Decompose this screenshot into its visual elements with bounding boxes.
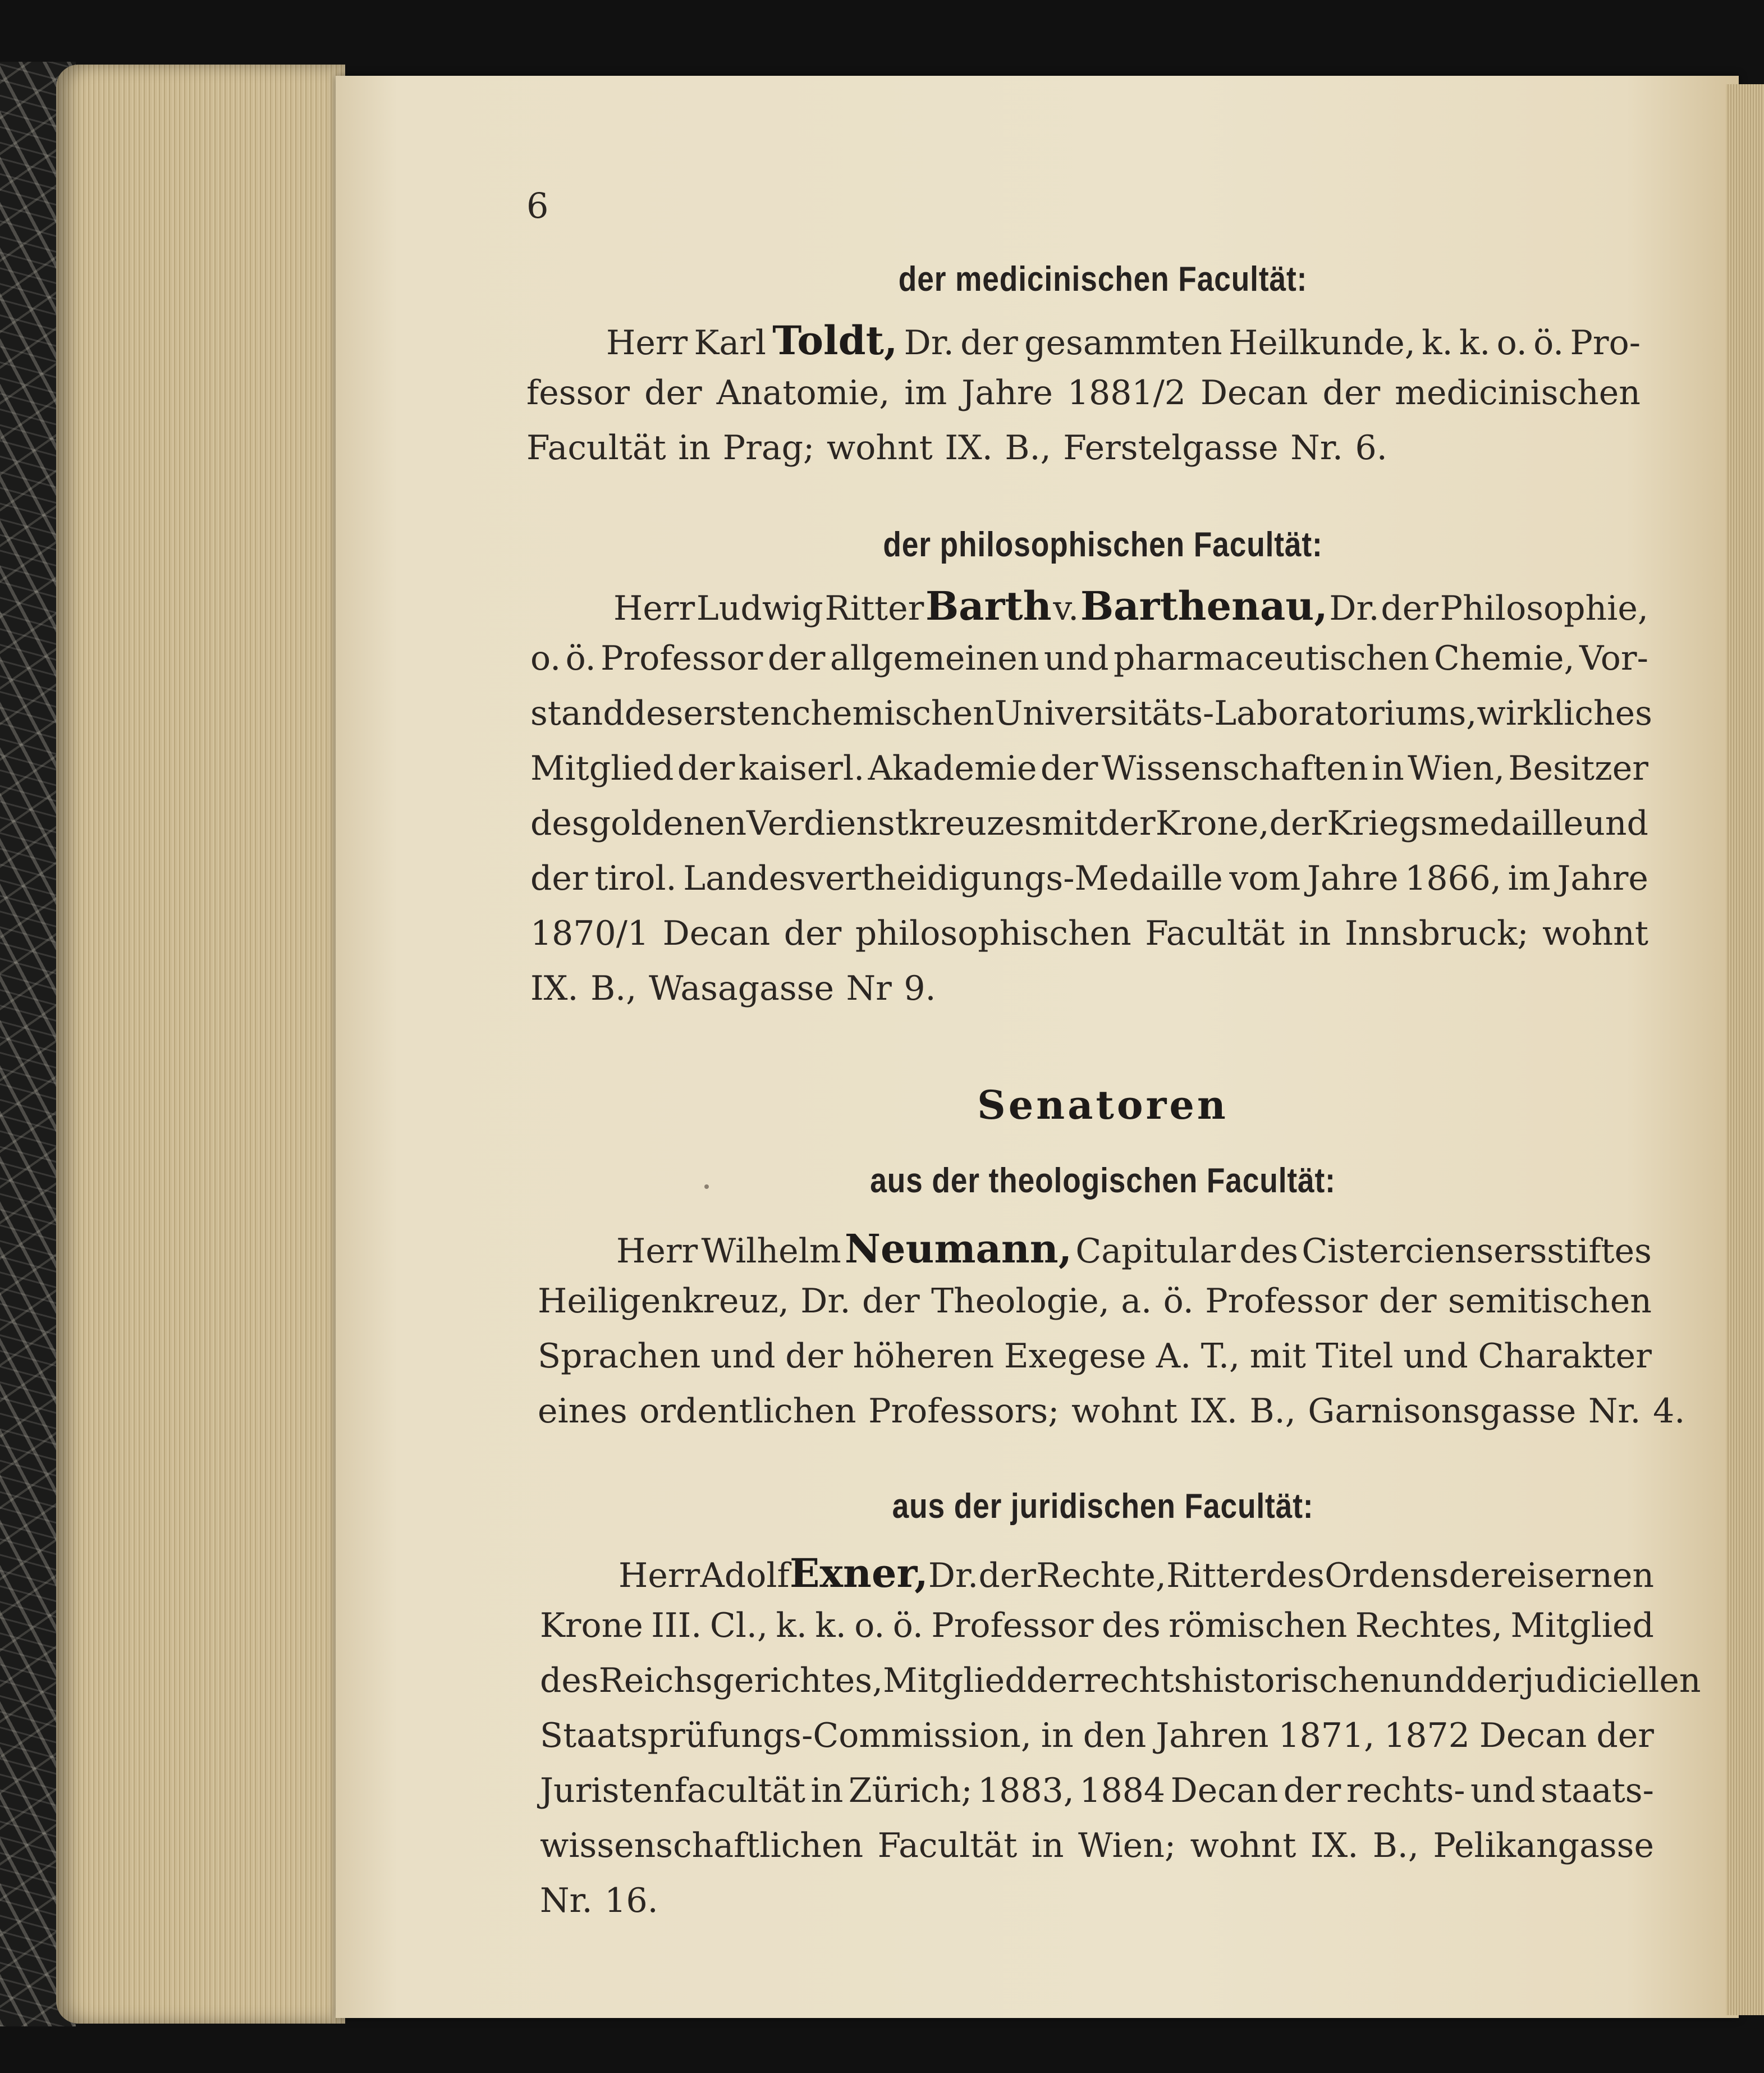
word: und bbox=[1401, 1661, 1467, 1700]
word: 1870/1 bbox=[530, 914, 649, 953]
word: Innsbruck; bbox=[1344, 914, 1529, 953]
word: wohnt bbox=[1190, 1826, 1296, 1865]
word: Herr bbox=[618, 1556, 700, 1595]
word: Verdienstkreuzes bbox=[746, 804, 1042, 843]
word: Decan bbox=[1200, 373, 1308, 413]
word: Decan bbox=[1479, 1716, 1587, 1755]
word: 1881/2 bbox=[1067, 373, 1186, 413]
word: der bbox=[644, 373, 702, 413]
text-line bbox=[540, 1826, 1654, 1865]
word: Wilhelm bbox=[701, 1232, 841, 1271]
word: allgemeinen bbox=[830, 639, 1039, 678]
word: der bbox=[767, 639, 826, 678]
word: Facultät bbox=[526, 428, 666, 468]
word: der bbox=[1381, 589, 1438, 628]
text-line bbox=[530, 749, 1648, 788]
word: Professors; bbox=[868, 1392, 1060, 1431]
word: Dr. bbox=[1329, 589, 1380, 628]
word: IX. bbox=[1189, 1392, 1238, 1431]
word: der bbox=[1378, 1282, 1437, 1321]
word: 16. bbox=[604, 1881, 658, 1920]
word: Charakter bbox=[1478, 1337, 1652, 1376]
word: der bbox=[960, 323, 1018, 363]
word: Jahre bbox=[1307, 859, 1399, 898]
word: Mitglied bbox=[883, 1661, 1027, 1700]
word: wohnt bbox=[1542, 914, 1648, 953]
word: k. bbox=[776, 1606, 807, 1645]
word: Ritter bbox=[1166, 1556, 1266, 1595]
word: Decan bbox=[1170, 1771, 1279, 1810]
word: in bbox=[810, 1771, 844, 1810]
word: mit bbox=[1041, 804, 1098, 843]
word: gesammten bbox=[1024, 323, 1222, 363]
word: Wissenschaften bbox=[1101, 749, 1368, 788]
word: Wien, bbox=[1408, 749, 1505, 788]
word: stand bbox=[530, 694, 625, 733]
word: Mitglied bbox=[530, 749, 674, 788]
text-line bbox=[540, 1881, 670, 1920]
word: den bbox=[1083, 1716, 1147, 1755]
word: k. bbox=[1459, 323, 1491, 363]
word: o. bbox=[854, 1606, 885, 1645]
text-line bbox=[540, 1661, 1701, 1700]
text-line bbox=[616, 1225, 1652, 1272]
word: IX. bbox=[945, 428, 993, 468]
person-name: Barth bbox=[925, 583, 1052, 629]
person-name: Neumann, bbox=[845, 1225, 1073, 1272]
word: IX. bbox=[530, 969, 579, 1008]
word: der bbox=[1026, 1661, 1084, 1700]
word: ö. bbox=[565, 639, 596, 678]
word: Nr. bbox=[1588, 1392, 1641, 1431]
word: Professor bbox=[601, 639, 763, 678]
section-heading-law: aus der juridischen Facultät: bbox=[892, 1487, 1314, 1526]
word: B., bbox=[1249, 1392, 1296, 1431]
word: Heilkunde, bbox=[1228, 323, 1415, 363]
word: pharmaceutischen bbox=[1113, 639, 1429, 678]
word: Staatsprüfungs-Commission, bbox=[540, 1716, 1032, 1755]
word: Wien; bbox=[1078, 1826, 1176, 1865]
word: 6. bbox=[1355, 428, 1387, 468]
word: Facultät bbox=[877, 1826, 1018, 1865]
word: Pelikangasse bbox=[1433, 1826, 1654, 1865]
text-line bbox=[606, 317, 1641, 364]
word: der bbox=[1040, 749, 1098, 788]
text-line bbox=[540, 1771, 1654, 1810]
word: der bbox=[1269, 804, 1327, 843]
word: Sprachen bbox=[538, 1337, 701, 1376]
word: tirol. bbox=[594, 859, 677, 898]
text-line bbox=[526, 428, 1399, 468]
word: 1871, bbox=[1278, 1716, 1375, 1755]
word: eisernen bbox=[1506, 1556, 1654, 1595]
word: des bbox=[1239, 1232, 1299, 1271]
word: 1884 bbox=[1079, 1771, 1166, 1810]
word: Cisterciensersstiftes bbox=[1302, 1232, 1652, 1271]
word: Pro- bbox=[1570, 323, 1641, 363]
word: III. bbox=[651, 1606, 702, 1645]
word: Dr. bbox=[928, 1556, 979, 1595]
word: wirkliches bbox=[1477, 694, 1652, 733]
word: mit bbox=[1249, 1337, 1306, 1376]
word: Nr. bbox=[540, 1881, 593, 1920]
text-line bbox=[538, 1392, 1697, 1431]
word: ö. bbox=[1533, 323, 1564, 363]
word: Ordens bbox=[1325, 1556, 1449, 1595]
senate-title: Senatoren bbox=[977, 1082, 1229, 1128]
word: Exegese bbox=[1004, 1337, 1147, 1376]
page-number: 6 bbox=[526, 185, 549, 226]
word: der bbox=[677, 749, 735, 788]
word: Nr bbox=[846, 969, 892, 1008]
word: chemischen bbox=[791, 694, 995, 733]
person-name: Barthenau, bbox=[1080, 583, 1328, 629]
text-line bbox=[530, 914, 1648, 953]
word: Rechtes, bbox=[1355, 1606, 1503, 1645]
word: o. bbox=[1496, 323, 1527, 363]
word: Jahre bbox=[961, 373, 1053, 413]
word: Krone bbox=[540, 1606, 643, 1645]
word: T., bbox=[1201, 1337, 1240, 1376]
word: im bbox=[1508, 859, 1551, 898]
word: Adolf bbox=[700, 1556, 790, 1595]
word: in bbox=[1041, 1716, 1074, 1755]
word: der bbox=[862, 1282, 920, 1321]
word: Kriegsmedaille bbox=[1327, 804, 1584, 843]
word: Dr. bbox=[800, 1282, 851, 1321]
word: medicinischen bbox=[1395, 373, 1641, 413]
word: Philosophie, bbox=[1440, 589, 1648, 628]
section-heading-medicine: der medicinischen Facultät: bbox=[898, 260, 1308, 299]
section-heading-theology: aus der theologischen Facultät: bbox=[870, 1161, 1336, 1200]
word: B., bbox=[1372, 1826, 1419, 1865]
word: 4. bbox=[1653, 1392, 1685, 1431]
word: der bbox=[1283, 1771, 1341, 1810]
word: A. bbox=[1156, 1337, 1192, 1376]
word: Ludwig bbox=[696, 589, 823, 628]
word: und bbox=[710, 1337, 776, 1376]
word: und bbox=[1470, 1771, 1536, 1810]
word: Herr bbox=[616, 1232, 698, 1271]
word: Ferstelgasse bbox=[1063, 428, 1279, 468]
word: judiciellen bbox=[1523, 1661, 1701, 1700]
word: in bbox=[678, 428, 711, 468]
word: der bbox=[1466, 1661, 1524, 1700]
word: wissenschaftlichen bbox=[540, 1826, 864, 1865]
word: in bbox=[1371, 749, 1404, 788]
word: der bbox=[978, 1556, 1037, 1595]
word: der bbox=[1449, 1556, 1507, 1595]
word: ö. bbox=[1163, 1282, 1194, 1321]
word: Prag; bbox=[722, 428, 815, 468]
word: des bbox=[1102, 1606, 1161, 1645]
word: eines bbox=[538, 1392, 627, 1431]
word: höheren bbox=[853, 1337, 995, 1376]
word: k. bbox=[815, 1606, 846, 1645]
text-line bbox=[530, 969, 948, 1008]
word: Jahre bbox=[1557, 859, 1648, 898]
word: 1866, bbox=[1405, 859, 1501, 898]
word: Herr bbox=[613, 589, 695, 628]
word: rechtshistorischen bbox=[1084, 1661, 1401, 1700]
word: Mitglied bbox=[1510, 1606, 1654, 1645]
word: Universitäts-Laboratoriums, bbox=[994, 694, 1477, 733]
word: ö. bbox=[892, 1606, 923, 1645]
text-line bbox=[538, 1337, 1652, 1376]
word: Reichsgerichtes, bbox=[598, 1661, 883, 1700]
word: Titel bbox=[1316, 1337, 1394, 1376]
word: Garnisonsgasse bbox=[1308, 1392, 1577, 1431]
word: semitischen bbox=[1448, 1282, 1652, 1321]
word: und bbox=[1583, 804, 1648, 843]
text-line bbox=[530, 859, 1648, 898]
word: der bbox=[784, 914, 842, 953]
word: der bbox=[785, 1337, 843, 1376]
word: Nr. bbox=[1290, 428, 1343, 468]
text-line bbox=[530, 694, 1652, 733]
word: der bbox=[530, 859, 588, 898]
word: k. bbox=[1422, 323, 1453, 363]
word: Heiligenkreuz, bbox=[538, 1282, 789, 1321]
word: Juristenfacultät bbox=[540, 1771, 806, 1810]
word: des bbox=[1266, 1556, 1325, 1595]
word: wohnt bbox=[826, 428, 933, 468]
word: des bbox=[624, 694, 684, 733]
word: vom bbox=[1229, 859, 1301, 898]
word: fessor bbox=[526, 373, 630, 413]
word: B., bbox=[1005, 428, 1051, 468]
text-line bbox=[540, 1716, 1654, 1755]
word: 1872 bbox=[1384, 1716, 1470, 1755]
word: im bbox=[904, 373, 947, 413]
text-line bbox=[526, 373, 1641, 413]
text-line bbox=[530, 804, 1648, 843]
word: Jahren bbox=[1156, 1716, 1269, 1755]
word: staats- bbox=[1541, 1771, 1654, 1810]
word: goldenen bbox=[589, 804, 747, 843]
word: und bbox=[1403, 1337, 1468, 1376]
word: Ritter bbox=[824, 589, 924, 628]
word: kaiserl. bbox=[738, 749, 865, 788]
word: Wasagasse bbox=[648, 969, 834, 1008]
word: Decan bbox=[662, 914, 771, 953]
text-line bbox=[540, 1606, 1654, 1645]
word: rechts- bbox=[1346, 1771, 1465, 1810]
word: IX. bbox=[1310, 1826, 1359, 1865]
word: und bbox=[1043, 639, 1109, 678]
word: Professor bbox=[931, 1606, 1094, 1645]
text-line bbox=[538, 1282, 1652, 1321]
word: in bbox=[1298, 914, 1331, 953]
word: Herr bbox=[606, 323, 688, 363]
text-line bbox=[530, 639, 1648, 678]
word: Theologie, bbox=[931, 1282, 1110, 1321]
section-heading-philosophy: der philosophischen Facultät: bbox=[883, 525, 1323, 564]
word: Rechte, bbox=[1036, 1556, 1166, 1595]
word: der bbox=[1322, 373, 1381, 413]
word: Akademie bbox=[868, 749, 1037, 788]
word: Zürich; bbox=[848, 1771, 973, 1810]
word: Capitular bbox=[1075, 1232, 1236, 1271]
word: Facultät bbox=[1145, 914, 1285, 953]
word: in bbox=[1031, 1826, 1064, 1865]
person-name: Exner, bbox=[789, 1550, 928, 1596]
word: a. bbox=[1121, 1282, 1152, 1321]
word: des bbox=[530, 804, 589, 843]
word: Krone, bbox=[1155, 804, 1270, 843]
word: Vor- bbox=[1579, 639, 1648, 678]
word: Anatomie, bbox=[716, 373, 890, 413]
text-line bbox=[618, 1550, 1654, 1596]
word: ersten bbox=[683, 694, 792, 733]
word: 1883, bbox=[978, 1771, 1074, 1810]
word: Landesvertheidigungs-Medaille bbox=[683, 859, 1223, 898]
word: römischen bbox=[1169, 1606, 1348, 1645]
word: Chemie, bbox=[1433, 639, 1575, 678]
word: 9. bbox=[904, 969, 936, 1008]
word: philosophischen bbox=[855, 914, 1131, 953]
word: Cl., bbox=[709, 1606, 768, 1645]
word: der bbox=[1596, 1716, 1654, 1755]
word: des bbox=[540, 1661, 599, 1700]
text-line bbox=[613, 583, 1648, 629]
page-fore-edge bbox=[1726, 84, 1764, 2015]
word: der bbox=[1098, 804, 1156, 843]
person-name: Toldt, bbox=[772, 317, 898, 364]
word: Dr. bbox=[904, 323, 954, 363]
word: Karl bbox=[694, 323, 766, 363]
word: wohnt bbox=[1071, 1392, 1177, 1431]
word: o. bbox=[530, 639, 561, 678]
word: B., bbox=[590, 969, 637, 1008]
word: Professor bbox=[1205, 1282, 1368, 1321]
word: v. bbox=[1053, 589, 1079, 628]
word: ordentlichen bbox=[639, 1392, 856, 1431]
page-block-edge bbox=[56, 65, 345, 2024]
word: Besitzer bbox=[1508, 749, 1648, 788]
